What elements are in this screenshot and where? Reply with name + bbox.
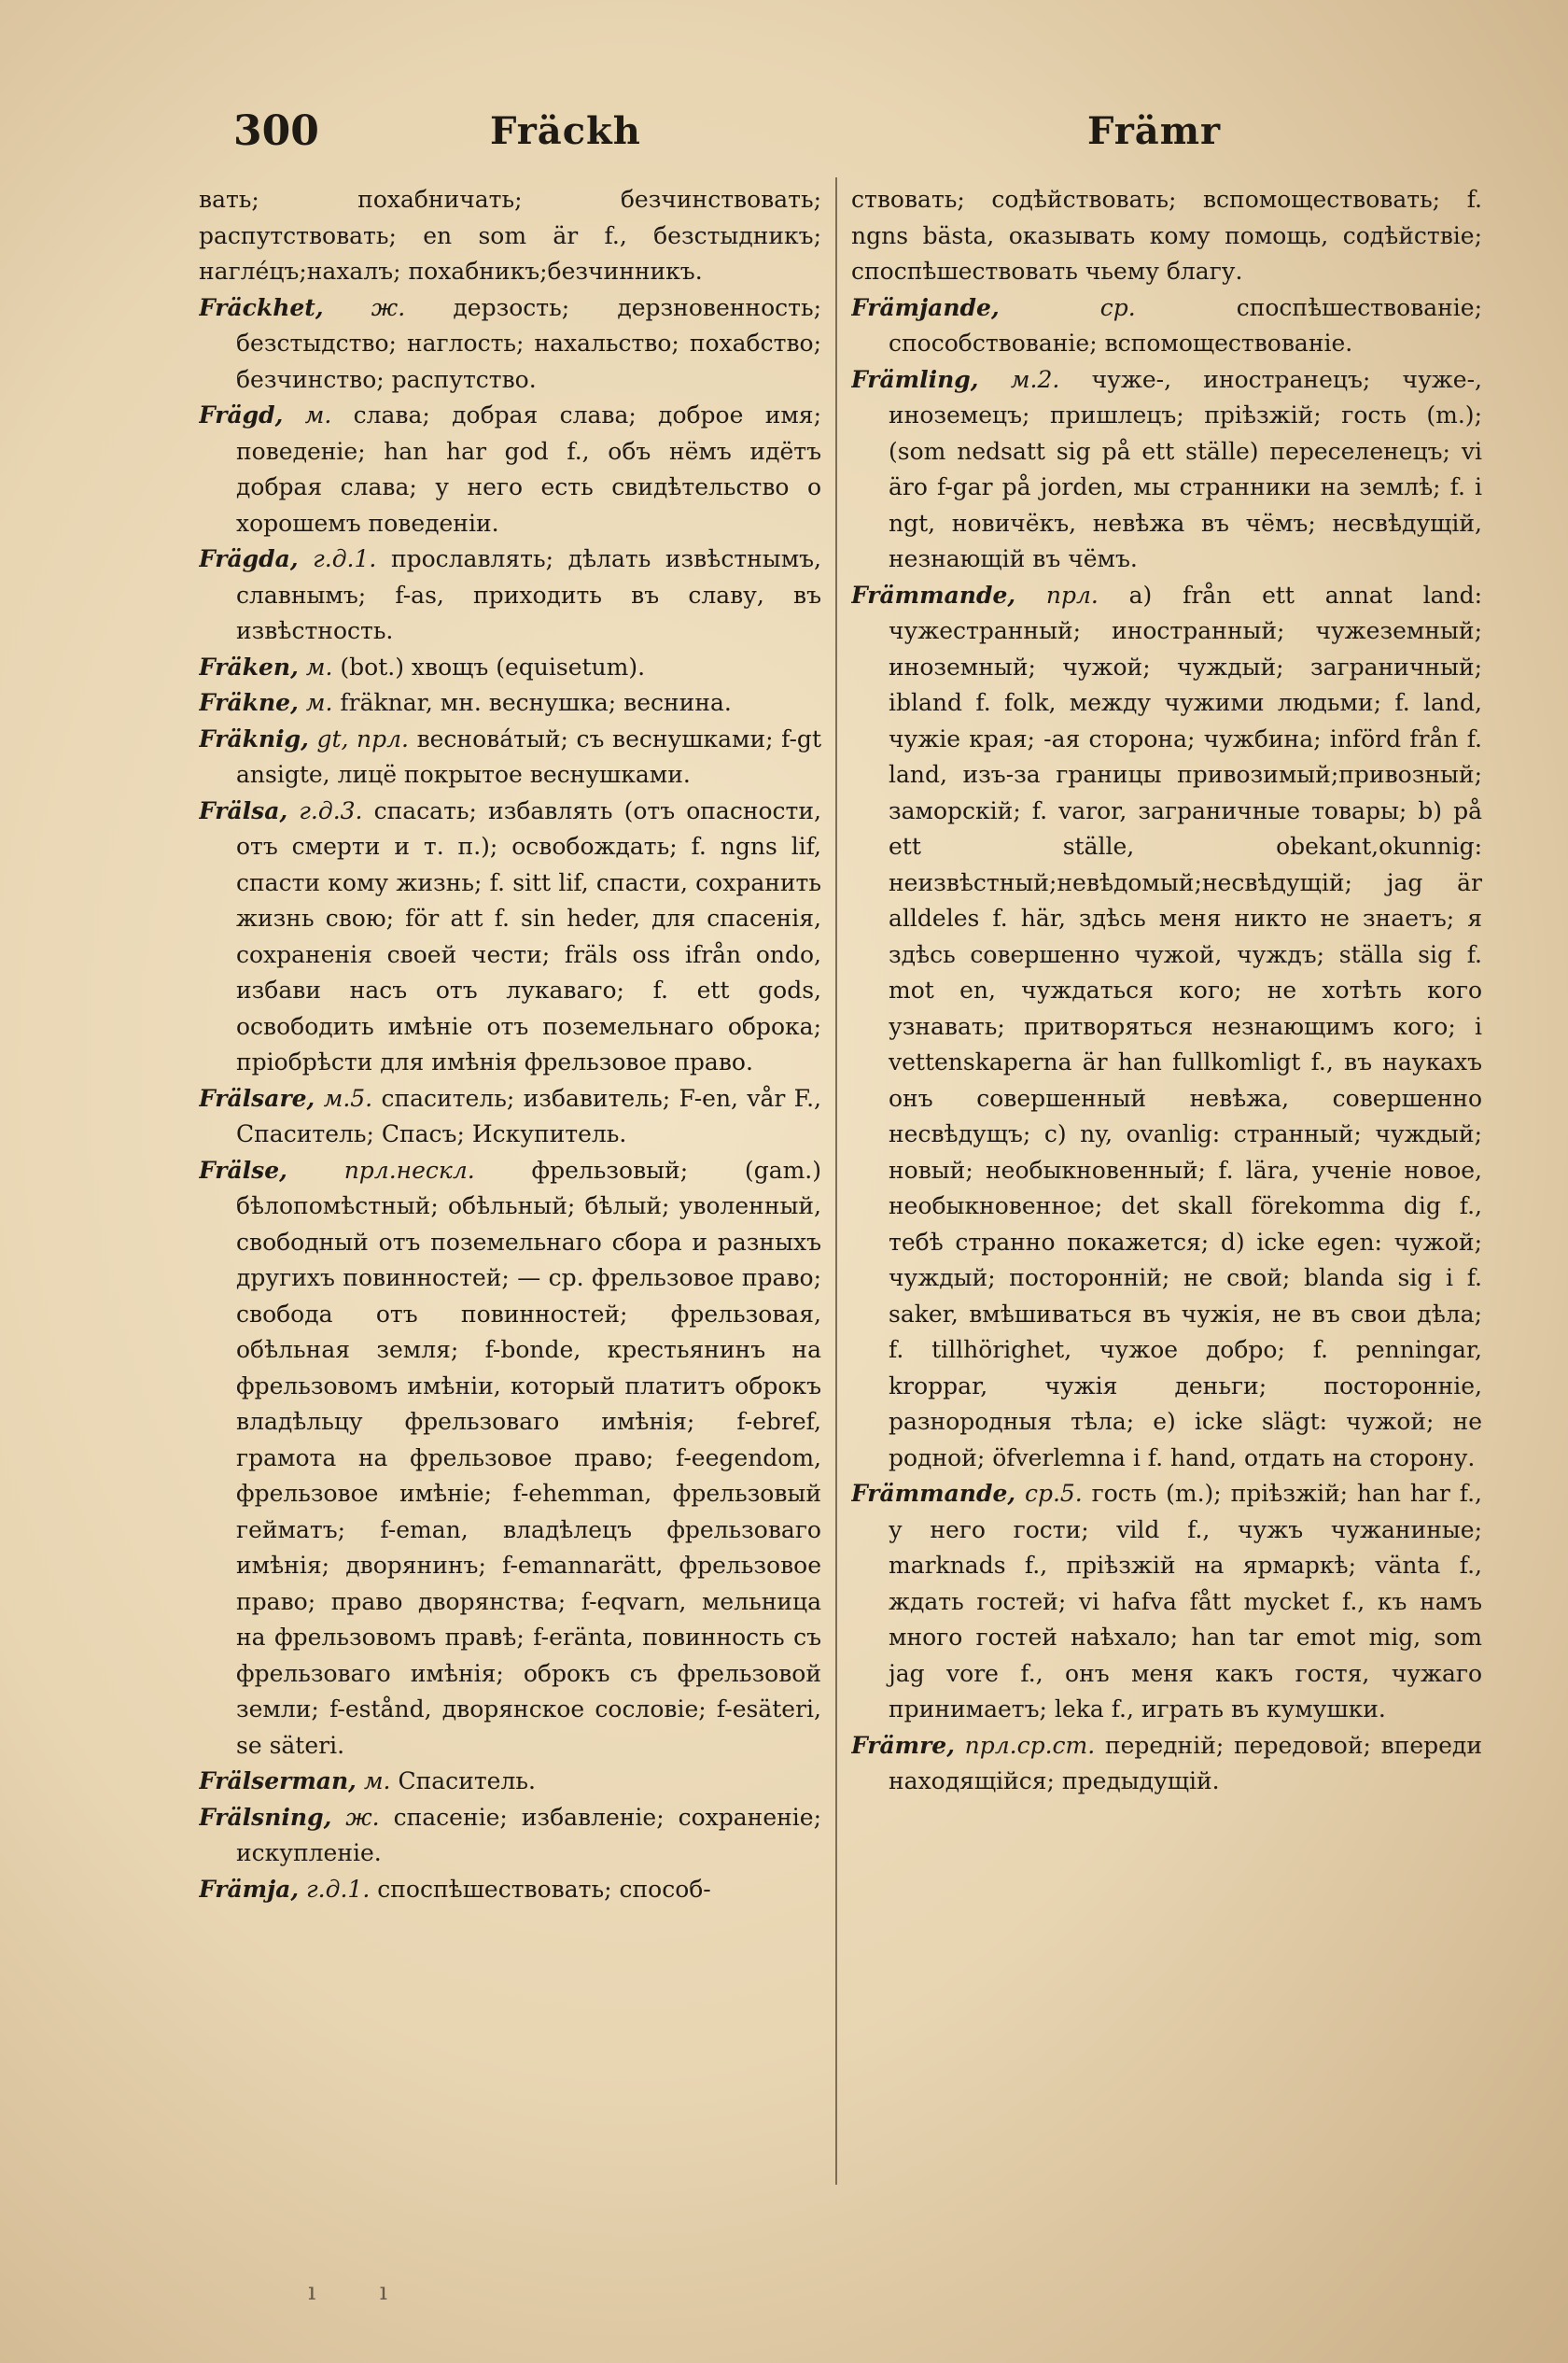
definition: спасать; избавлять (отъ опасности, отъ смерти и т. п.); освобождать; f. ngns lif, спасти кому жизнь; f. sitt lif, спасти, сохранить жизнь свою; för att f. sin heder, для спасенія, сохраненія своей чести; fräls oss ifrån ondo, избави насъ отъ лукаваго; f. ett gods, освободить имѣніе отъ поземельнаго оброка; пріобрѣсти для имѣнія фрельзовое право.: [236, 796, 821, 1076]
headword: Främmande,: [851, 1480, 1016, 1507]
page-header: [233, 107, 1475, 163]
page-number: 300: [233, 107, 319, 155]
definition: Спаситель.: [398, 1767, 536, 1794]
definition: прославлять; дѣлать извѣстнымъ, славнымъ; f-as, приходить въ славу, въ извѣстность.: [236, 545, 821, 644]
definition: слава; добрая слава; доброе имя; поведеніе; han har god f., объ нёмъ идётъ добрая слава; у него есть свидѣтельство о хорошемъ поведеніи.: [236, 401, 821, 537]
headword: Främmande,: [851, 581, 1016, 609]
grammar-note: м.: [305, 689, 333, 716]
definition: a) från ett annat land: чужестранный; иностранный; чужеземный; иноземный; чужой; чуждый; заграничный; ibland f. folk, между чужими людьми; f. land, чужіе края; -ая сторона; чужбина; införd från f. land, изъ-за границы привозимый;привозный; заморскій; f. varor, заграничные товары; b) på ett ställe, obekant,okunnig: неизвѣстный;невѣдомый;несвѣдущій; jag är alldeles f. här, здѣсь меня никто не знаетъ; я здѣсь совершенно чужой, чуждъ; ställa sig f. mot en, чуждаться кого; не хотѣть кого узнавать; притворяться незнающимъ кого; i vettenskaperna är han fullkomligt f., въ наукахъ онъ совершенный невѣжа, совершенно несвѣдущъ; c) ny, ovanlig: странный; чуждый; новый; необыкновенный; f. lära, ученіе новое, необыкновенное; det skall förekomma dig f., тебѣ странно покажется; d) icke egen: чужой; чуждый; посторонній; не свой; blanda sig i f. saker, вмѣшиваться въ чужія, не въ свои дѣла; f. tillhörighet, чужое добро; f. penningar, kroppar, чужія деньги; посторонніе, разнородныя тѣла; e) icke slägt: чужой; не родной; öfverlemna i f. hand, отдать на сторону.: [889, 581, 1482, 1471]
dictionary-entry: [199, 1081, 821, 1153]
right-column: [851, 182, 1482, 2227]
definition: передній; передовой; впереди находящійся; предыдущій.: [889, 1731, 1482, 1794]
grammar-note: gt, прл.: [316, 724, 409, 753]
dictionary-entry: [199, 290, 821, 399]
dictionary-entry: [199, 542, 821, 650]
definition: fräknar, мн. веснушка; веснина.: [340, 689, 732, 716]
dictionary-entry: [199, 1153, 821, 1765]
definition: веснова́тый; съ веснушками; f-gt ansigte, лицё покрытое веснушками.: [236, 724, 821, 788]
right-guide-word: Främr: [1087, 109, 1222, 153]
grammar-note: прл.нескл.: [343, 1156, 475, 1184]
grammar-note: м.: [363, 1767, 391, 1794]
dictionary-entry: [851, 290, 1482, 362]
definition: (bot.) хвощъ (equisetum).: [340, 653, 646, 681]
headword: Frälsa,: [199, 796, 288, 824]
grammar-note: м.: [304, 401, 332, 429]
headword: Fräknig,: [199, 724, 309, 753]
definition: гость (m.); пріѣзжій; han har f., у него гости; vild f., чужъ чужаниные; marknads f., пріѣзжій на ярмаркѣ; vänta f., ждать гостей; vi hafva fått mycket f., къ намъ много гостей наѣхало; han tar emot mig, som jag vore f., онъ меня какъ гостя, чужаго принимаетъ; leka f., играть въ кумушки.: [889, 1480, 1482, 1723]
headword: Frälserman,: [199, 1767, 357, 1794]
dictionary-entry: [199, 1764, 821, 1800]
dictionary-entry: [199, 650, 821, 686]
dictionary-entry: [199, 182, 821, 290]
headword: Frälsning,: [199, 1803, 332, 1831]
definition: споспѣшествовать; способ-: [377, 1875, 711, 1903]
grammar-note: м.: [305, 653, 333, 681]
grammar-note: г.д.3.: [299, 796, 363, 824]
headword: Främja,: [199, 1875, 300, 1903]
dictionary-entry: [199, 794, 821, 1081]
dictionary-entry: [851, 1476, 1482, 1728]
dictionary-entry: [851, 182, 1482, 290]
footer-marks: ı ı: [308, 2278, 415, 2306]
headword: Frägd,: [199, 401, 284, 429]
dictionary-entry: [199, 1872, 821, 1908]
definition: фрельзовый; (gam.) бѣлопомѣстный; обѣльный; бѣлый; уволенный, свободный отъ поземельнаго сбора и разныхъ другихъ повинностей; — ср. фрельзовое право; свобода отъ повинностей; фрельзовая, обѣльная земля; f-bonde, крестьянинъ на фрельзовомъ имѣніи, который платитъ оброкъ владѣльцу фрельзоваго имѣнія; f-ebref, грамота на фрельзовое право; f-eegendom, фрельзовое имѣніе; f-ehemman, фрельзовый гейматъ; f-eman, владѣлецъ фрельзоваго имѣнія; дворянинъ; f-emannarätt, фрельзовое право; право дворянства; f-eqvarn, мельница на фрельзовомъ правѣ; f-eränta, повинность съ фрельзоваго имѣнія; оброкъ съ фрельзовой земли; f-estånd, дворянское сословіе; f-esäteri, se säteri.: [236, 1156, 821, 1759]
column-divider: [835, 177, 837, 2185]
grammar-note: прл.: [1045, 581, 1099, 609]
dictionary-entry: [851, 578, 1482, 1477]
headword: Främling,: [851, 365, 979, 393]
dictionary-entry: [851, 362, 1482, 578]
dictionary-entry: [199, 722, 821, 794]
definition: дерзость; дерзновенность; безстыдство; наглость; нахальство; похабство; безчинство; распутство.: [236, 293, 821, 393]
definition: спаситель; избавитель; F-en, vår F., Спаситель; Спасъ; Искупитель.: [236, 1084, 821, 1147]
left-guide-word: Fräckh: [490, 109, 641, 153]
grammar-note: ж.: [371, 293, 406, 321]
definition: спасеніе; избавленіе; сохраненіе; искупленіе.: [236, 1803, 821, 1866]
headword: Frälse,: [199, 1156, 287, 1184]
headword: Frägda,: [199, 545, 299, 572]
grammar-note: ж.: [345, 1803, 380, 1831]
headword: Fräken,: [199, 653, 299, 681]
definition: вать; похабничать; безчинствовать; распутствовать; en som är f., безстыдникъ; нагле́цъ;нахалъ; похабникъ;безчинникъ.: [199, 186, 821, 285]
definition: чуже-, иностранецъ; чуже-, иноземецъ; пришлецъ; пріѣзжій; гость (m.); (som nedsatt sig på ett ställe) переселенецъ; vi äro f-gar på jorden, мы странники на землѣ; f. i ngt, новичёкъ, невѣжа въ чёмъ; несвѣдущій, незнающій въ чёмъ.: [889, 365, 1482, 572]
dictionary-entry: [851, 1728, 1482, 1800]
headword: Främjande,: [851, 293, 1000, 321]
left-column: [199, 182, 821, 2227]
headword: Fräkne,: [199, 689, 299, 716]
dictionary-entry: [199, 398, 821, 542]
dictionary-entry: [199, 685, 821, 722]
dictionary-entry: [199, 1800, 821, 1872]
grammar-note: м.2.: [1010, 365, 1060, 393]
headword: Främre,: [851, 1731, 955, 1759]
grammar-note: ср.5.: [1024, 1480, 1083, 1507]
grammar-note: г.д.1.: [313, 545, 377, 572]
grammar-note: ср.: [1099, 293, 1136, 321]
grammar-note: г.д.1.: [306, 1875, 371, 1903]
headword: Frälsare,: [199, 1084, 315, 1112]
definition: споспѣшествованіе; способствованіе; вспомоществованіе.: [889, 293, 1482, 357]
grammar-note: м.5.: [323, 1084, 373, 1112]
headword: Fräckhet,: [199, 293, 324, 321]
grammar-note: прл.ср.ст.: [964, 1731, 1096, 1759]
definition: ствовать; содѣйствовать; вспомоществовать; f. ngns bästa, оказывать кому помощь, содѣйствіе; споспѣшествовать чьему благу.: [851, 186, 1482, 285]
